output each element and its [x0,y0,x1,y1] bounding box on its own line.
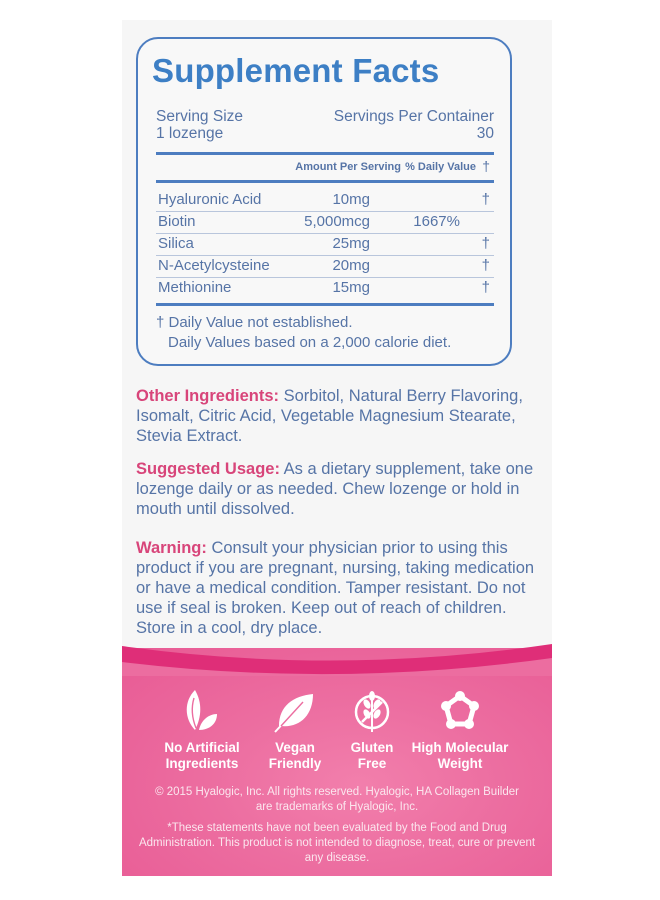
label-panel [122,20,552,876]
badge-line1: Vegan [275,740,315,755]
facts-title: Supplement Facts [152,52,440,89]
molecule-icon [440,688,480,734]
warning-text: Consult your physician prior to using this product if you are pregnant, nursing, taking medication or have a medical condition. Tamper resistant. Do not use if seal is broken. Keep out of reach of children. Store in a cool, dry place. [136,539,535,637]
nutrient-amount: 5,000mcg [304,213,370,230]
nutrient-name: Hyaluronic Acid [158,191,262,208]
leaves-icon [185,688,219,734]
nutrient-dagger: † [481,235,490,252]
no-wheat-icon [352,688,392,734]
nutrient-name: Biotin [158,213,196,230]
other-ingredients [136,386,548,446]
badge-vegan [260,688,330,772]
warning-label: Warning: [136,539,207,557]
other-ingredients-text: Sorbitol, Natural Berry Flavoring, Isomalt, Citric Acid, Vegetable Magnesium Stearate, Stevia Extract. [136,387,523,445]
badge-high-molecular-weight [408,688,512,772]
nutrient-dagger: † [481,191,490,208]
nutrient-dagger: † [481,279,490,296]
table-row [156,233,494,256]
badge-line2: Ingredients [165,756,239,771]
table-row [156,189,494,212]
nutrient-amount: 25mg [332,235,370,252]
badge-line1: High Molecular [411,740,509,755]
supplement-facts-box [136,37,512,366]
badge-line2: Free [357,756,387,771]
servings-per-container [334,108,494,142]
divider [156,180,494,183]
nutrient-name: Methionine [158,279,232,296]
badge-gluten-free [342,688,402,772]
nutrient-amount: 15mg [332,279,370,296]
badge-no-artificial [160,688,244,772]
badge-line2: Friendly [268,756,322,771]
servings-per-container-label: Servings Per Container [333,108,494,125]
nutrient-daily-value: 1667% [413,213,460,230]
nutrient-amount: 10mg [332,191,370,208]
copyright-notice: © 2015 Hyalogic, Inc. All rights reserved. Hyalogic, HA Collagen Builder are trademarks of Hyalogic, Inc. [155,786,519,813]
suggested-usage-text: As a dietary supplement, take one lozenge daily or as needed. Chew lozenge or hold in mouth until dissolved. [136,460,534,518]
band-arc-decoration [122,636,552,676]
nutrient-name: N-Acetylcysteine [158,257,270,274]
suggested-usage-label: Suggested Usage: [136,460,280,478]
serving-size-value: 1 lozenge [156,125,224,142]
other-ingredients-label: Other Ingredients: [136,387,280,405]
dagger-symbol: † [482,158,490,174]
nutrient-dagger: † [481,257,490,274]
warning [136,538,548,638]
serving-size-label: Serving Size [156,108,244,125]
table-row [156,255,494,278]
badge-line2: Weight [437,756,483,771]
badge-line1: No Artificial [164,740,240,755]
nutrient-amount: 20mg [332,257,370,274]
badge-line1: Gluten [350,740,394,755]
column-header-daily-value: % Daily Value [405,161,476,173]
table-row [156,277,494,299]
column-header-amount: Amount Per Serving [295,161,401,173]
divider [156,303,494,306]
fda-disclaimer: *These statements have not been evaluated by the Food and Drug Administration. This product is not intended to diagnose, treat, cure or prevent any disease. [138,822,536,864]
footnote-dv-not-established: † Daily Value not established. [156,314,353,331]
nutrient-name: Silica [158,235,194,252]
serving-size [156,108,243,142]
table-row [156,211,494,234]
servings-per-container-value: 30 [476,125,494,142]
leaf-icon [273,688,317,734]
footnote-calorie-diet: Daily Values based on a 2,000 calorie diet. [168,334,452,351]
divider [156,152,494,155]
suggested-usage [136,459,548,519]
